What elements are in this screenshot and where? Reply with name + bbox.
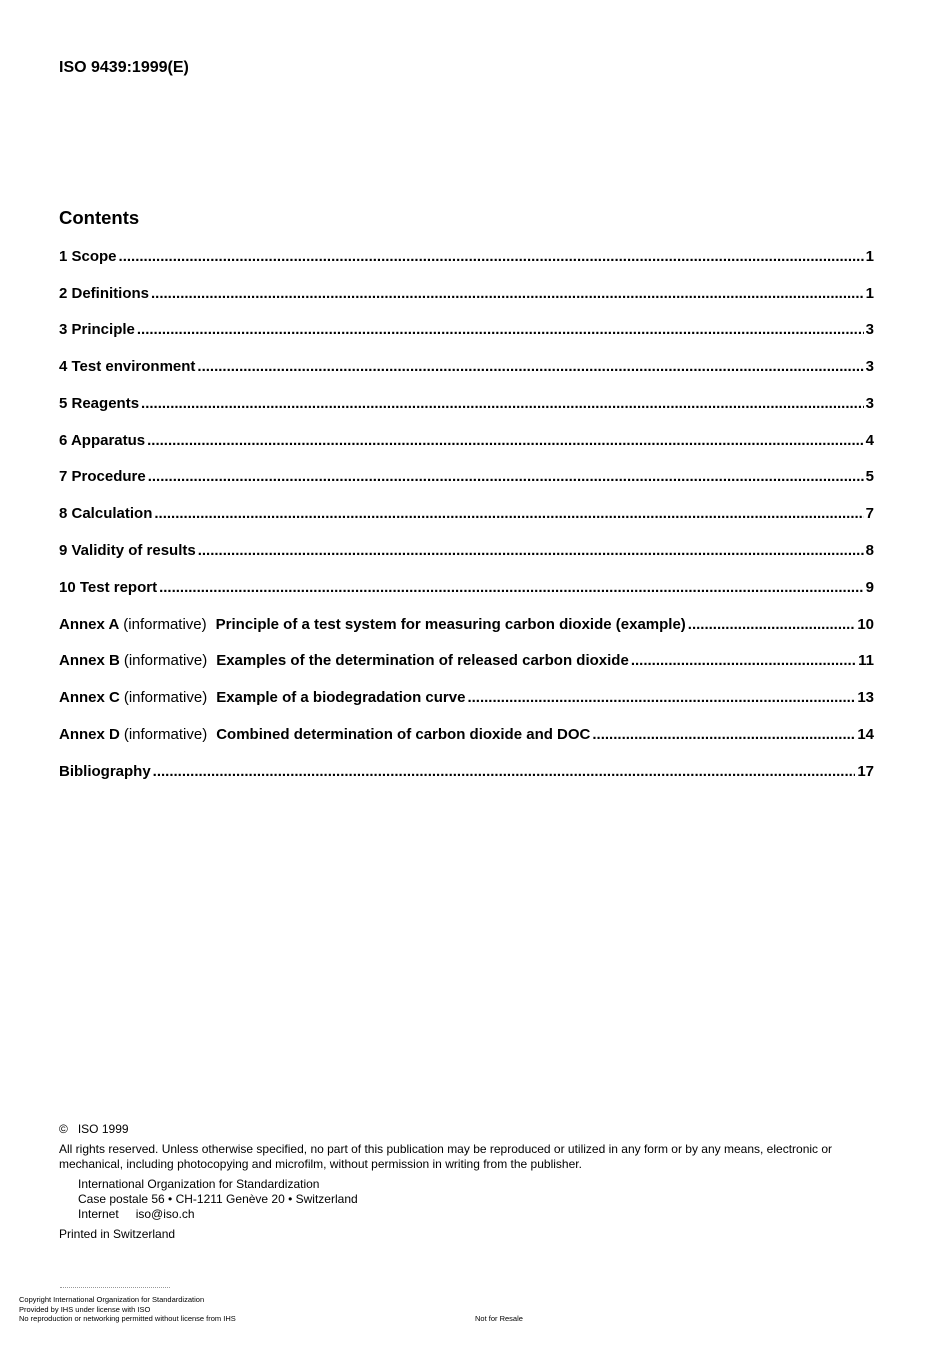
- annex-title: Principle of a test system for measuring carbon dioxide (example): [215, 616, 686, 633]
- annex-kind: (informative): [123, 726, 208, 743]
- toc-entry-annex-a[interactable]: [59, 616, 874, 638]
- annex-title: Example of a biodegradation curve: [216, 689, 466, 706]
- toc-entry-annex-d[interactable]: [59, 726, 874, 748]
- toc-page-number: 9: [865, 579, 874, 596]
- toc-entry-label: 1 Scope: [59, 248, 117, 265]
- dot-leader: [631, 652, 856, 669]
- dot-leader: [119, 248, 864, 265]
- dot-leader: [198, 542, 864, 559]
- toc-page-number: 11: [858, 652, 874, 669]
- annex-id: Annex A: [59, 616, 120, 633]
- toc-entry-apparatus[interactable]: [59, 432, 874, 454]
- toc-page-number: 14: [857, 726, 874, 743]
- toc-entry-test-environment[interactable]: [59, 358, 874, 380]
- toc-entry-label: 10 Test report: [59, 579, 158, 596]
- not-for-resale: Not for Resale: [475, 1314, 523, 1323]
- rights-statement: All rights reserved. Unless otherwise specified, no part of this publication may be reproduced or utilized in any form or by any means, electronic or mechanical, including photocopying and microfilm, without permission in writing from the publisher.: [59, 1142, 833, 1171]
- publisher-org: International Organization for Standardization: [78, 1177, 320, 1191]
- annex-id: Annex B: [59, 652, 120, 669]
- toc-entry-label: 5 Reagents: [59, 395, 140, 412]
- toc-entry-label: 7 Procedure: [59, 468, 146, 485]
- annex-id: Annex D: [59, 726, 120, 743]
- toc-entry-procedure[interactable]: [59, 468, 874, 490]
- toc-page-number: 3: [865, 358, 874, 375]
- toc-page-number: 4: [865, 432, 874, 449]
- dot-leader: [159, 579, 864, 596]
- toc-entry-validity-of-results[interactable]: [59, 542, 874, 564]
- toc-entry-label: 9 Validity of results: [59, 542, 196, 559]
- annex-title: Combined determination of carbon dioxide and DOC: [216, 726, 591, 743]
- toc-page-number: 8: [865, 542, 874, 559]
- printed-in: Printed in Switzerland: [59, 1227, 176, 1241]
- annex-title: Examples of the determination of released carbon dioxide: [216, 652, 629, 669]
- toc-page-number: 7: [865, 505, 874, 522]
- toc-entry-label: 6 Apparatus: [59, 432, 146, 449]
- toc-page-number: 13: [857, 689, 874, 706]
- dot-leader: [147, 432, 864, 449]
- scan-artifact: [60, 1287, 170, 1292]
- toc-entry-annex-b[interactable]: [59, 652, 874, 674]
- dot-leader: [592, 726, 855, 743]
- copyright-notice: [59, 1122, 879, 1242]
- toc-entry-principle[interactable]: [59, 321, 874, 343]
- publisher-postal: Case postale 56 • CH-1211 Genève 20 • Switzerland: [78, 1192, 358, 1206]
- footer-line-3: No reproduction or networking permitted without license from IHS: [19, 1314, 236, 1323]
- toc-entry-label: Bibliography: [59, 763, 151, 780]
- footer-line-1: Copyright International Organization for Standardization: [19, 1295, 205, 1304]
- toc-entry-label: 4 Test environment: [59, 358, 196, 375]
- copyright-year-line: [59, 1122, 879, 1137]
- toc-page-number: 10: [857, 616, 874, 633]
- toc-page-number: 17: [857, 763, 874, 780]
- toc-entry-label: 8 Calculation: [59, 505, 153, 522]
- annex-kind: (informative): [123, 616, 207, 633]
- dot-leader: [688, 616, 856, 633]
- document-id: ISO 9439:1999(E): [59, 59, 189, 76]
- toc-page-number: 3: [865, 321, 874, 338]
- toc-page-number: 1: [865, 285, 874, 302]
- dot-leader: [153, 763, 856, 780]
- toc-entry-calculation[interactable]: [59, 505, 874, 527]
- dot-leader: [151, 285, 864, 302]
- internet-label: Internet: [78, 1207, 119, 1221]
- dot-leader: [141, 395, 864, 412]
- annex-kind: (informative): [123, 652, 208, 669]
- dot-leader: [197, 358, 863, 375]
- internet-email: iso@iso.ch: [135, 1207, 195, 1221]
- toc-page-number: 3: [865, 395, 874, 412]
- toc-entry-label: 3 Principle: [59, 321, 135, 338]
- toc-page-number: 1: [865, 248, 874, 265]
- annex-kind: (informative): [123, 689, 208, 706]
- toc-entry-reagents[interactable]: [59, 395, 874, 417]
- footer-line-2: Provided by IHS under license with ISO: [19, 1304, 151, 1314]
- dot-leader: [154, 505, 863, 522]
- copyright-year: ISO 1999: [77, 1122, 129, 1136]
- dot-leader: [467, 689, 855, 706]
- copyright-icon: ©: [59, 1122, 68, 1136]
- license-footer: [19, 1295, 539, 1324]
- toc-entry-bibliography[interactable]: [59, 763, 874, 785]
- toc-entry-scope[interactable]: [59, 248, 874, 270]
- dot-leader: [148, 468, 864, 485]
- toc-page-number: 5: [865, 468, 874, 485]
- toc-entry-annex-c[interactable]: [59, 689, 874, 711]
- contents-title: Contents: [59, 207, 140, 228]
- toc-entry-definitions[interactable]: [59, 285, 874, 307]
- annex-id: Annex C: [59, 689, 120, 706]
- toc-entry-label: 2 Definitions: [59, 285, 150, 302]
- dot-leader: [137, 321, 864, 338]
- publisher-address: [59, 1177, 879, 1222]
- publisher-internet: [78, 1207, 879, 1222]
- toc-entry-test-report[interactable]: [59, 579, 874, 601]
